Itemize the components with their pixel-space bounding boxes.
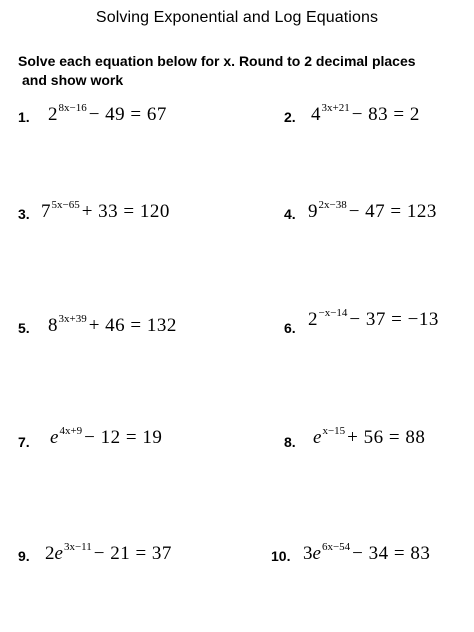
problem-5-exponent: 3x+39: [58, 313, 87, 325]
problem-10-base: [303, 543, 321, 564]
problem-1-base: 2: [48, 104, 58, 125]
problem-8-exponent: x−15: [322, 425, 346, 437]
problem-9-coefficient: 2: [45, 543, 55, 564]
problem-3-equation: [41, 201, 170, 223]
problem-9-base: [45, 543, 63, 564]
problem-7-exponent: 4x+9: [59, 425, 83, 437]
problem-5-base: 8: [48, 315, 58, 336]
problem-9-rest: − 21 = 37: [93, 543, 172, 564]
problem-5-equation: [48, 315, 177, 337]
problem-9-number: 9.: [18, 548, 30, 564]
problem-8-rest: + 56 = 88: [347, 427, 426, 448]
problem-7-rest: − 12 = 19: [84, 427, 163, 448]
problem-4-equation: [308, 201, 437, 223]
instructions-line-1: Solve each equation below for x. Round to 2 decimal places: [18, 53, 416, 69]
problem-7-equation: [50, 427, 162, 449]
problem-4-number: 4.: [284, 206, 296, 222]
problem-6-exponent: −x−14: [318, 307, 348, 319]
instructions-line-2: and show work: [22, 72, 124, 88]
problem-8-number: 8.: [284, 434, 296, 450]
problem-5-rest: + 46 = 132: [88, 315, 177, 336]
problem-10-e: e: [312, 543, 321, 564]
page-title: Solving Exponential and Log Equations: [95, 9, 379, 26]
problem-9-e: e: [54, 543, 63, 564]
problem-7-number: 7.: [18, 434, 30, 450]
problem-3-rest: + 33 = 120: [81, 201, 170, 222]
problem-8-equation: [313, 427, 425, 449]
problem-4-exponent: 2x−38: [318, 199, 347, 211]
problem-2-number: 2.: [284, 109, 296, 125]
problem-1-exponent: 8x−16: [58, 102, 87, 114]
problem-4-rest: − 47 = 123: [348, 201, 437, 222]
instructions: [18, 52, 458, 90]
problem-2-exponent: 3x+21: [321, 102, 350, 114]
problem-3-base: 7: [41, 201, 51, 222]
problem-3-number: 3.: [18, 206, 30, 222]
problem-9-equation: [45, 543, 172, 565]
problem-2-rest: − 83 = 2: [351, 104, 420, 125]
problem-6-equation: [308, 309, 439, 331]
problem-10-rest: − 34 = 83: [352, 543, 431, 564]
problem-2-base: 4: [311, 104, 321, 125]
problem-6-base: 2: [308, 309, 318, 330]
problem-3-exponent: 5x−65: [51, 199, 80, 211]
problem-10-coefficient: 3: [303, 543, 313, 564]
problem-6-number: 6.: [284, 320, 296, 336]
problem-5-number: 5.: [18, 320, 30, 336]
problem-1-number: 1.: [18, 109, 30, 125]
problem-1-rest: − 49 = 67: [88, 104, 167, 125]
problem-9-exponent: 3x−11: [63, 541, 92, 553]
problem-10-equation: [303, 543, 430, 565]
problem-4-base: 9: [308, 201, 318, 222]
problem-10-number: 10.: [271, 548, 291, 564]
problem-10-exponent: 6x−54: [321, 541, 351, 553]
problem-8-base: e: [313, 427, 322, 448]
problem-1-equation: [48, 104, 167, 126]
problem-6-rest: − 37 = −13: [349, 309, 439, 330]
problem-2-equation: [311, 104, 420, 126]
problem-7-base: e: [50, 427, 59, 448]
